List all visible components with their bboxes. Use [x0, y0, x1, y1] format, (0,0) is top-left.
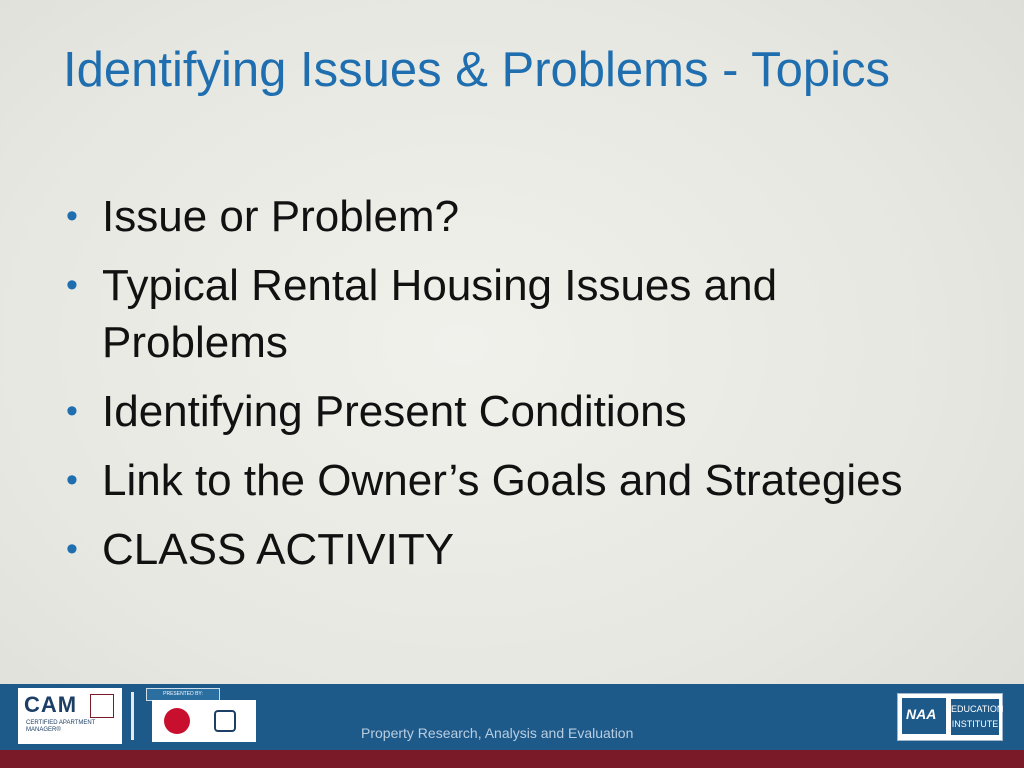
bullet-item [60, 383, 960, 440]
naa-logo-mark: NAA [902, 698, 946, 734]
bullet-list [60, 188, 960, 590]
bullet-text: Identifying Present Conditions [102, 387, 687, 436]
bullet-item [60, 452, 960, 509]
footer-course-title: Property Research, Analysis and Evaluation [361, 725, 634, 741]
bullet-marker: • [66, 197, 78, 235]
bullet-text: Typical Rental Housing Issues and Problems [102, 261, 778, 367]
bullet-text: Link to the Owner’s Goals and Strategies [102, 456, 903, 505]
footer-stripe [0, 750, 1024, 768]
bullet-marker: • [66, 392, 78, 430]
bullet-marker: • [66, 266, 78, 304]
appliance-warehouse-icon [214, 710, 236, 732]
cam-logo-mark: CAM [24, 692, 78, 717]
cam-logo-emblem [90, 694, 114, 718]
cam-logo [18, 688, 122, 744]
bullet-text: Issue or Problem? [102, 192, 460, 241]
education-institute-label: EDUCATION INSTITUTE [951, 699, 999, 735]
sponsor-logos [146, 688, 258, 744]
sponsor-logo-box [152, 700, 256, 742]
naa-education-institute-logo [897, 693, 1003, 741]
logo-divider [131, 692, 134, 740]
bullet-marker: • [66, 530, 78, 568]
bullet-item [60, 257, 960, 371]
bullet-item [60, 188, 960, 245]
cam-logo-subtitle: CERTIFIED APARTMENT MANAGER® [26, 720, 96, 733]
slide-title: Identifying Issues & Problems - Topics [63, 43, 891, 97]
bullet-marker: • [66, 461, 78, 499]
presented-by-tab: PRESENTED BY: [146, 688, 220, 701]
sponsor-logo-icon [164, 708, 190, 734]
bullet-item [60, 521, 960, 578]
bullet-text: CLASS ACTIVITY [102, 525, 455, 574]
